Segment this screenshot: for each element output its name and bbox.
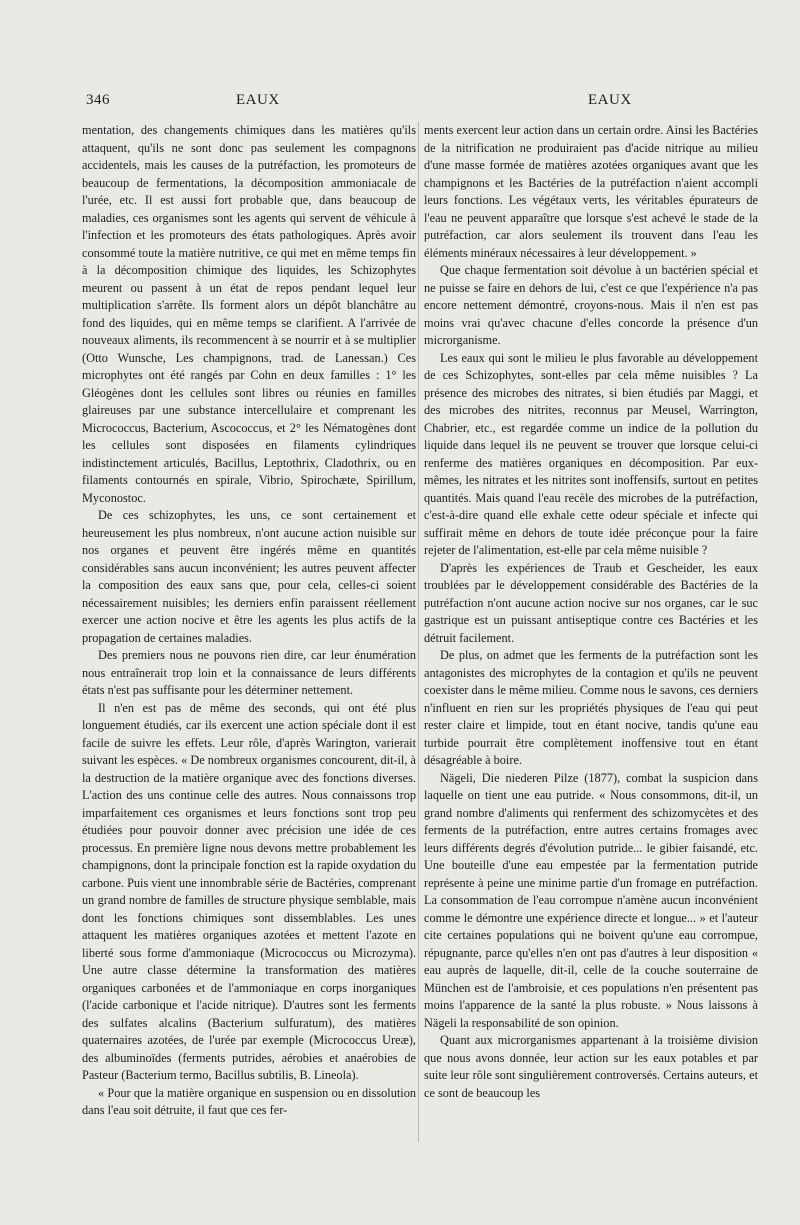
column-divider (418, 122, 419, 1142)
paragraph: Quant aux microrganismes appartenant à la troisième division que nous avons donnée, leur action sur les eaux potables et par suite leur rôle sont singulièrement controversés. Certains auteurs, et ce sont de beaucoup les (424, 1033, 758, 1100)
page-number: 346 (86, 92, 110, 108)
paragraph: Les eaux qui sont le milieu le plus favorable au développement de ces Schizophytes, sont-elles par cela même nuisibles ? La présence des microbes des nitrates, si bien étudiés par Maggi, et des microbes des nitrites, reconnus par Meusel, Warrington, Chabrier, etc., est regardée comme un indice de la pollution du liquide dans lequel ils ne peuvent se trouver que lorsque celui-ci renferme des matières organiques en décomposition. Par eux-mêmes, les nitrates et les nitrites sont inoffensifs, surtout en petites quantités. Mais quand l'eau recèle des microbes de la putréfaction, c'est-à-dire quand elle exhale cette odeur spéciale et infecte qui suffirait même en dehors de toute idée préconçue pour la faire rejeter de l'alimentation, est-elle par cela même nuisible ? (424, 350, 758, 557)
paragraph: Des premiers nous ne pouvons rien dire, car leur énumération nous entraînerait trop loin et la connaissance de leurs différents états n'est pas suffisante pour les déterminer nettement. (82, 648, 416, 697)
page-header (0, 92, 800, 114)
paragraph: mentation, des changements chimiques dans les matières qu'ils attaquent, qu'ils ne sont donc pas seulement les compagnons accidentels, mais les causes de la putréfaction, les promoteurs de beaucoup de fermentations, la décomposition ammoniacale de l'urée, etc. Il est aussi fort probable que, dans beaucoup de maladies, ces organismes sont les agents qui servent de véhicule à l'infection et les promoteurs des états pathologiques. Après avoir consommé toute la matière nutritive, ce qui met en même temps fin à la décomposition chimique des liquides, les Schizophytes meurent ou passent à un état de repos pendant lequel leur multiplication s'arrête. Ils forment alors un dépôt blanchâtre au fond des liquides, qui en même temps se clarifient. A l'arrivée de nouveaux aliments, ils recommencent à se nourrir et à se multiplier (Otto Wunsche, Les champignons, trad. de Lanessan.) Ces microphytes ont été rangés par Cohn en deux familles : 1° les Gléogènes dont les cellules sont libres ou réunies en familles glaireuses par une substance intercellulaire et comprenant les Micrococcus, Bacterium, Ascococcus, et 2° les Nématogènes dont les cellules sont disposées en filaments cylindriques indistinctement articulés, Bacillus, Leptothrix, Cladothrix, ou en filaments contournés en spirale, Vibrio, Spirochæte, Spirillum, Myconostoc. (82, 123, 416, 505)
paragraph: Nägeli, Die niederen Pilze (1877), combat la suspicion dans laquelle on tient une eau putride. « Nous consommons, dit-il, un grand nombre d'aliments qui renferment des schizomycètes et des ferments de la putréfaction, entre autres certains fromages avec leurs différents degrés d'évolution putride... le gibier faisandé, etc. Une bouteille d'une eau empestée par la fermentation putride représente à peine une minime partie d'un fromage en putréfaction. La consommation de l'eau corrompue n'amène aucun inconvénient comme le démontre une expérience directe et longue... » et l'auteur cite certaines populations qui ne boivent qu'une eau corrompue, répugnante, parce qu'elles n'en ont pas d'autres à leur disposition « eau auprès de laquelle, dit-il, celle de la couche souterraine de München est de l'ambroisie, et ces populations n'en présentent pas moins l'apparence de la santé la plus robuste. » Nous laissons à Nägeli la responsabilité de son opinion. (424, 770, 758, 1030)
paragraph: Que chaque fermentation soit dévolue à un bactérien spécial et ne puisse se faire en dehors de lui, c'est ce que l'expérience n'a pas encore nettement démontré, croyons-nous. Mais il n'en est pas moins vrai qu'avec chacune d'elles concorde la présence d'un microrganisme. (424, 263, 758, 347)
paragraph: D'après les expériences de Traub et Gescheider, les eaux troublées par le développement considérable des Bactéries de la putréfaction n'ont aucune action nocive sur nos organes, car le suc gastrique est un puissant antiseptique contre ces Bactéries et les détruit facilement. (424, 560, 758, 645)
left-column (82, 122, 416, 1142)
paragraph: De ces schizophytes, les uns, ce sont certainement et heureusement les plus nombreux, n'ont aucune action nuisible sur nos organes et peuvent être ingérés même en quantités considérables sans aucun inconvénient; les autres peuvent affecter la composition des eaux sans que, pour cela, celles-ci soient nécessairement nuisibles; les derniers enfin paraissent réellement exercer une action nocive et être les agents les plus actifs de la propagation de certaines maladies. (82, 508, 416, 645)
paragraph: Il n'en est pas de même des seconds, qui ont été plus longuement étudiés, car ils exercent une action spéciale dont il est facile de suivre les effets. Leur rôle, d'après Warington, varierait suivant les espèces. « De nombreux organismes concourent, dit-il, à la destruction de la matière organique avec des fonctions diverses. L'action des uns continue celle des autres. Nous connaissons trop imparfaitement ces organismes et leurs fonctions sont trop peu étudiées pour pouvoir donner avec précision une idée de ces processus. En première ligne nous devons mettre probablement les champignons, dont la principale fonction est la rapide oxydation du carbone. Puis vient une innombrable série de Bactéries, comprenant un grand nombre de familles de structure physique semblable, mais dont les fonctions chimiques sont dissemblables. Les unes attaquent les matières organiques azotées et mettent l'azote en liberté sous forme d'ammoniaque (Micrococcus ou Microzyma). Une autre classe détermine la transformation des matières organiques carbonées et de l'ammoniaque en corps inorganiques (l'acide carbonique et l'acide nitrique). D'autres sont les ferments des sulfates alcalins (Bacterium sulfuratum), des matières quaternaires azotées, de l'urée par exemple (Micrococcus Ureæ), des albuminoïdes (ferments putrides, aérobies et anaérobies de Pasteur (Bacterium termo, Bacillus subtilis, B. Lineola). (82, 700, 416, 1082)
paragraph: ments exercent leur action dans un certain ordre. Ainsi les Bactéries de la nitrification ne produiraient pas d'acide nitrique au milieu d'une masse formée de matières azotées organiques avant que les champignons et les Bactéries de la putréfaction n'aient accompli leurs fonctions. Les végétaux verts, les véritables épurateurs de l'eau ne peuvent apparaître que lorsque s'est achevé le stade de la putréfaction, car alors seulement ils trouvent dans l'eau les éléments minéraux nécessaires à leur développement. » (424, 123, 758, 260)
right-column (424, 122, 758, 1142)
paragraph: « Pour que la matière organique en suspension ou en dissolution dans l'eau soit détruite, il faut que ces fer- (82, 1085, 416, 1117)
paragraph: De plus, on admet que les ferments de la putréfaction sont les antagonistes des microphytes de la contagion et qu'ils ne peuvent coexister dans le même milieu. Comme nous le savons, ces derniers n'influent en rien sur les propriétés physiques de l'eau qui peut rester claire et limpide, tout en étant nocive, tandis qu'une eau turbide pourrait être complètement inoffensive tout en étant désagréable à boire. (424, 648, 758, 767)
running-head-right: EAUX (588, 92, 632, 108)
running-head-left: EAUX (236, 92, 280, 108)
